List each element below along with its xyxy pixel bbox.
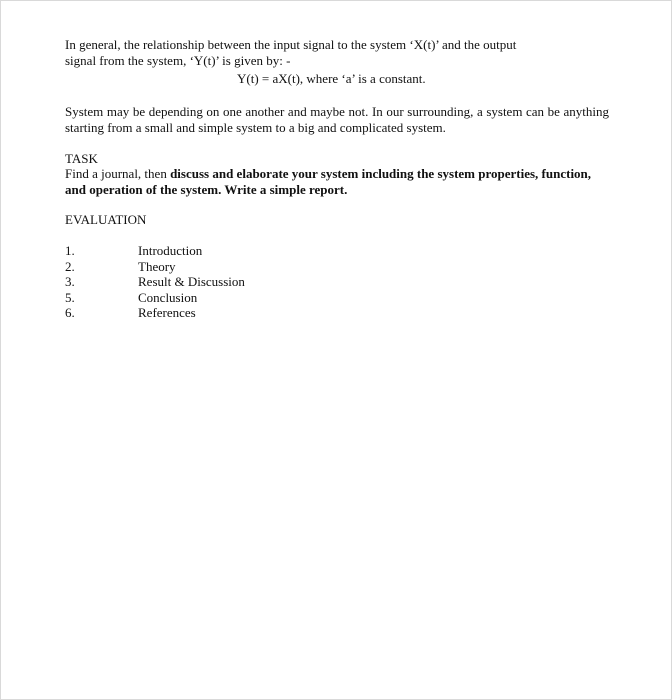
list-item bbox=[65, 290, 365, 306]
list-item-label: Theory bbox=[138, 258, 176, 274]
evaluation-list bbox=[65, 243, 365, 321]
list-item-number: 2. bbox=[65, 258, 75, 274]
intro-line-1: In general, the relationship between the input signal to the system ‘X(t)’ and the output bbox=[65, 37, 517, 52]
list-item-number: 3. bbox=[65, 274, 75, 289]
list-item bbox=[65, 243, 365, 259]
list-item-label: Result & Discussion bbox=[138, 274, 245, 289]
list-item-label: Conclusion bbox=[138, 289, 198, 305]
list-item bbox=[65, 274, 365, 290]
formula: Y(t) = aX(t), where ‘a’ is a constant. bbox=[237, 71, 426, 86]
system-paragraph: System may be depending on one another and maybe not. In our surrounding, a system can be anything starting from a small and simple system to a big and complicated system. bbox=[65, 104, 609, 135]
list-item-label: References bbox=[138, 305, 196, 320]
list-item-number: 5. bbox=[65, 289, 75, 305]
list-item-number: 1. bbox=[65, 243, 75, 258]
list-item-label: Introduction bbox=[138, 243, 203, 258]
evaluation-heading: EVALUATION bbox=[65, 212, 147, 227]
list-item-number: 6. bbox=[65, 305, 75, 320]
list-item bbox=[65, 305, 365, 321]
list-item bbox=[65, 259, 365, 275]
task-bold-text: discuss and elaborate your system including the system properties, function, and operation of the system. Write a simple report. bbox=[65, 166, 592, 197]
task-paragraph bbox=[65, 166, 609, 197]
intro-line-2: signal from the system, ‘Y(t)’ is given by: - bbox=[65, 52, 291, 68]
task-heading: TASK bbox=[65, 151, 98, 166]
intro-paragraph bbox=[65, 37, 516, 68]
task-prefix: Find a journal, then bbox=[65, 166, 171, 181]
